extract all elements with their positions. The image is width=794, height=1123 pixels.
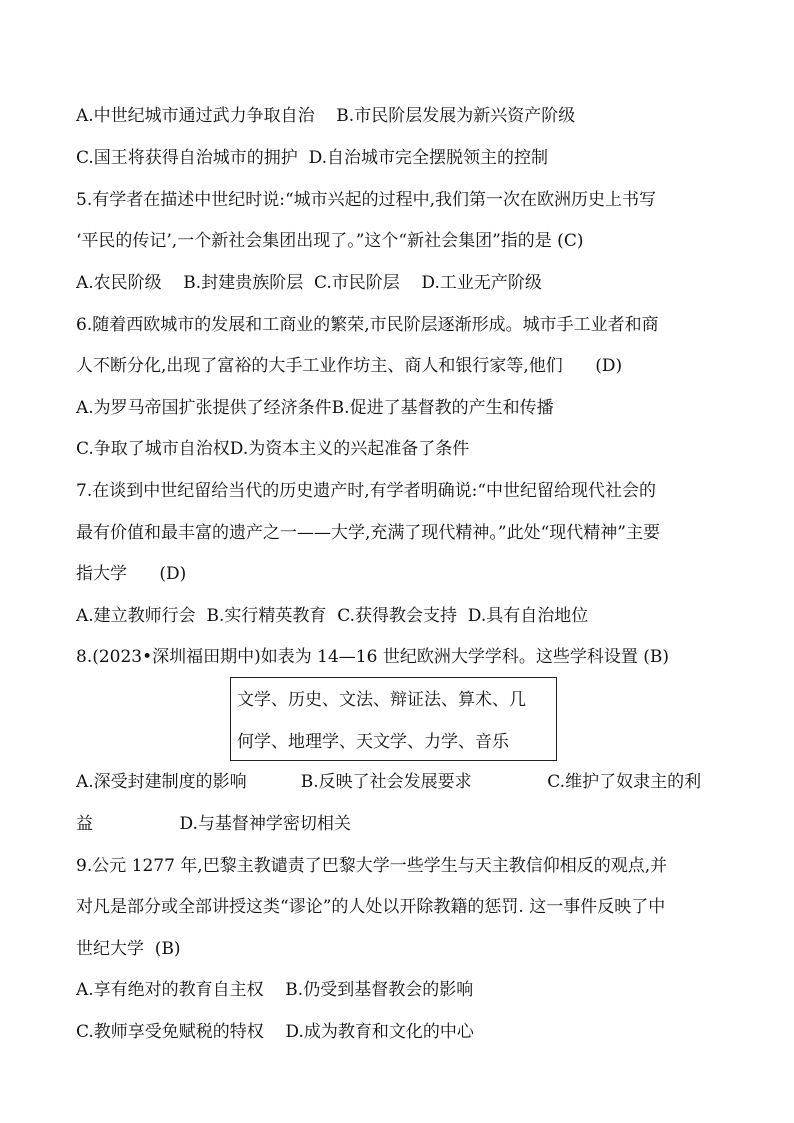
q7-stem-line3: 指大学 (D) [76, 564, 187, 584]
q7-stem-line2: 最有价值和最丰富的遗产之一——大学,充满了现代精神。”此处“现代精神”主要 [76, 523, 660, 543]
q6-stem-line2: 人不断分化,出现了富裕的大手工业作坊主、商人和银行家等,他们 (D) [76, 356, 623, 376]
q6-options-ab: A.为罗马帝国扩张提供了经济条件B.促进了基督教的产生和传播 [76, 398, 554, 418]
q8-options-line1: A.深受封建制度的影响 B.反映了社会发展要求 C.维护了奴隶主的利 [76, 772, 702, 792]
q9-options-cd: C.教师享受免赋税的特权 D.成为教育和文化的中心 [76, 1022, 474, 1042]
q5-options: A.农民阶级 B.封建贵族阶层 C.市民阶层 D.工业无产阶级 [76, 273, 542, 293]
q7-options: A.建立教师行会 B.实行精英教育 C.获得教会支持 D.具有自治地位 [76, 606, 589, 626]
subjects-table [230, 677, 557, 761]
q8-stem: 8.(2023•深圳福田期中)如表为 14—16 世纪欧洲大学学科。这些学科设置 (B) [76, 647, 670, 667]
q5-stem-line2: ‘平民的传记’,一个新社会集团出现了。”这个“新社会集团”指的是 (C) [76, 231, 584, 251]
q5-stem-line1: 5.有学者在描述中世纪时说:“城市兴起的过程中,我们第一次在欧洲历史上书写 [76, 190, 657, 210]
q9-stem-line1: 9.公元 1277 年,巴黎主教谴责了巴黎大学一些学生与天主教信仰相反的观点,并 [76, 856, 668, 876]
q6-stem-line1: 6.随着西欧城市的发展和工商业的繁荣,市民阶层逐渐形成。城市手工业者和商 [76, 315, 659, 335]
subjects-table-row-2: 何学、地理学、天文学、力学、音乐 [237, 732, 509, 752]
q7-stem-line1: 7.在谈到中世纪留给当代的历史遗产时,有学者明确说:“中世纪留给现代社会的 [76, 481, 657, 501]
q6-options-cd: C.争取了城市自治权D.为资本主义的兴起准备了条件 [76, 439, 470, 459]
subjects-table-row-1: 文学、历史、文法、辩证法、算术、几 [237, 690, 526, 710]
q4-options-cd: C.国王将获得自治城市的拥护 D.自治城市完全摆脱领主的控制 [76, 148, 549, 168]
q8-options-line2: 益 D.与基督神学密切相关 [76, 814, 351, 834]
q9-stem-line2: 对凡是部分或全部讲授这类“谬论”的人处以开除教籍的惩罚. 这一事件反映了中 [76, 897, 666, 917]
q9-options-ab: A.享有绝对的教育自主权 B.仍受到基督教会的影响 [76, 980, 474, 1000]
q4-options-ab: A.中世纪城市通过武力争取自治 B.市民阶层发展为新兴资产阶级 [76, 106, 576, 126]
q9-stem-line3: 世纪大学 (B) [76, 939, 181, 959]
